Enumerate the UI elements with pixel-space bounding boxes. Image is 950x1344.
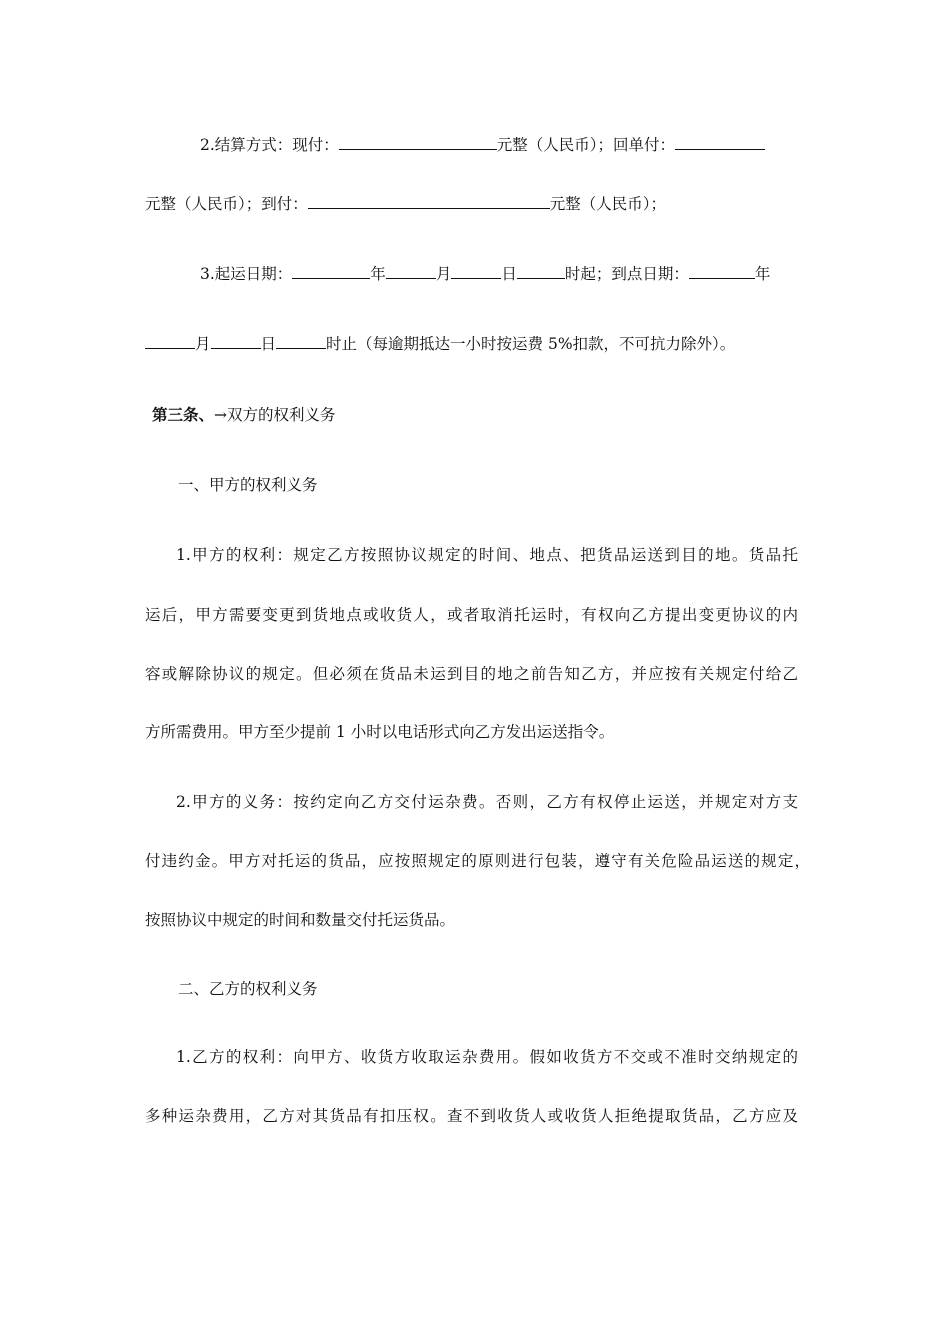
start-month-blank[interactable]: [386, 262, 436, 279]
start-day-blank[interactable]: [451, 262, 501, 279]
dates-line-1: [200, 262, 810, 284]
cash-payment-blank[interactable]: [339, 133, 497, 150]
month-label-2: 月: [195, 335, 211, 353]
start-date-prefix: 3.起运日期：: [200, 265, 293, 283]
party-a-duties-line: 付违约金。甲方对托运的货品，应按照规定的原则进行包装，遵守有关危险品运送的规定，: [145, 852, 810, 870]
party-a-duties-line: 按照协议中规定的时间和数量交付托运货品。: [145, 911, 456, 929]
arrival-month-blank[interactable]: [145, 332, 195, 349]
settlement-unit-1: 元整（人民币）；回单付：: [496, 136, 676, 154]
article-3-heading: [152, 405, 817, 427]
party-a-rights-line: 运后，甲方需要变更到货地点或收货人，或者取消托运时，有权向乙方提出变更协议的内: [145, 606, 798, 624]
arrival-payment-blank[interactable]: [308, 192, 550, 209]
party-a-rights-line: 容或解除协议的规定。但必须在货品未运到目的地之前告知乙方，并应按有关规定付给乙: [145, 665, 798, 683]
settlement-line-1: [200, 133, 810, 155]
settlement-unit-2: 元整（人民币）；到付：: [145, 195, 308, 213]
year-label-2: 年: [754, 265, 771, 283]
party-a-duties-line: 2.甲方的义务：按约定向乙方交付运杂费。否则，乙方有权停止运送，并规定对方支: [176, 793, 798, 811]
arrival-hour-blank[interactable]: [276, 332, 326, 349]
year-label: 年: [370, 265, 386, 283]
start-year-blank[interactable]: [292, 262, 370, 279]
dates-line-2: [145, 332, 810, 354]
start-hour-blank[interactable]: [517, 262, 565, 279]
hour-label: 时起；到点日期：: [564, 265, 689, 283]
month-label: 月: [435, 265, 452, 283]
party-a-heading: 一、甲方的权利义务: [178, 476, 318, 494]
settlement-line-2: [145, 192, 810, 214]
settlement-prefix: 2.结算方式：现付：: [200, 136, 339, 154]
party-b-heading: 二、乙方的权利义务: [178, 980, 318, 998]
day-label: 日: [501, 265, 517, 283]
arrival-year-blank[interactable]: [689, 262, 755, 279]
arrival-day-blank[interactable]: [211, 332, 261, 349]
article-title: →双方的权利义务: [214, 406, 336, 424]
party-b-rights-line: 1.乙方的权利：向甲方、收货方收取运杂费用。假如收货方不交或不准时交纳规定的: [176, 1048, 798, 1066]
dates-tail: 时止（每逾期抵达一小时按运费 5%扣款，不可抗力除外）。: [326, 335, 736, 353]
receipt-payment-blank[interactable]: [675, 133, 765, 150]
article-number: 第三条、: [152, 405, 215, 424]
party-a-rights-line: 1.甲方的权利：规定乙方按照协议规定的时间、地点、把货品运送到目的地。货品托: [176, 546, 798, 564]
settlement-unit-end: 元整（人民币）；: [549, 195, 667, 213]
day-label-2: 日: [260, 335, 277, 353]
party-b-rights-line: 多种运杂费用，乙方对其货品有扣压权。查不到收货人或收货人拒绝提取货品，乙方应及: [145, 1107, 798, 1125]
party-a-rights-line: 方所需费用。甲方至少提前 1 小时以电话形式向乙方发出运送指令。: [145, 723, 615, 741]
